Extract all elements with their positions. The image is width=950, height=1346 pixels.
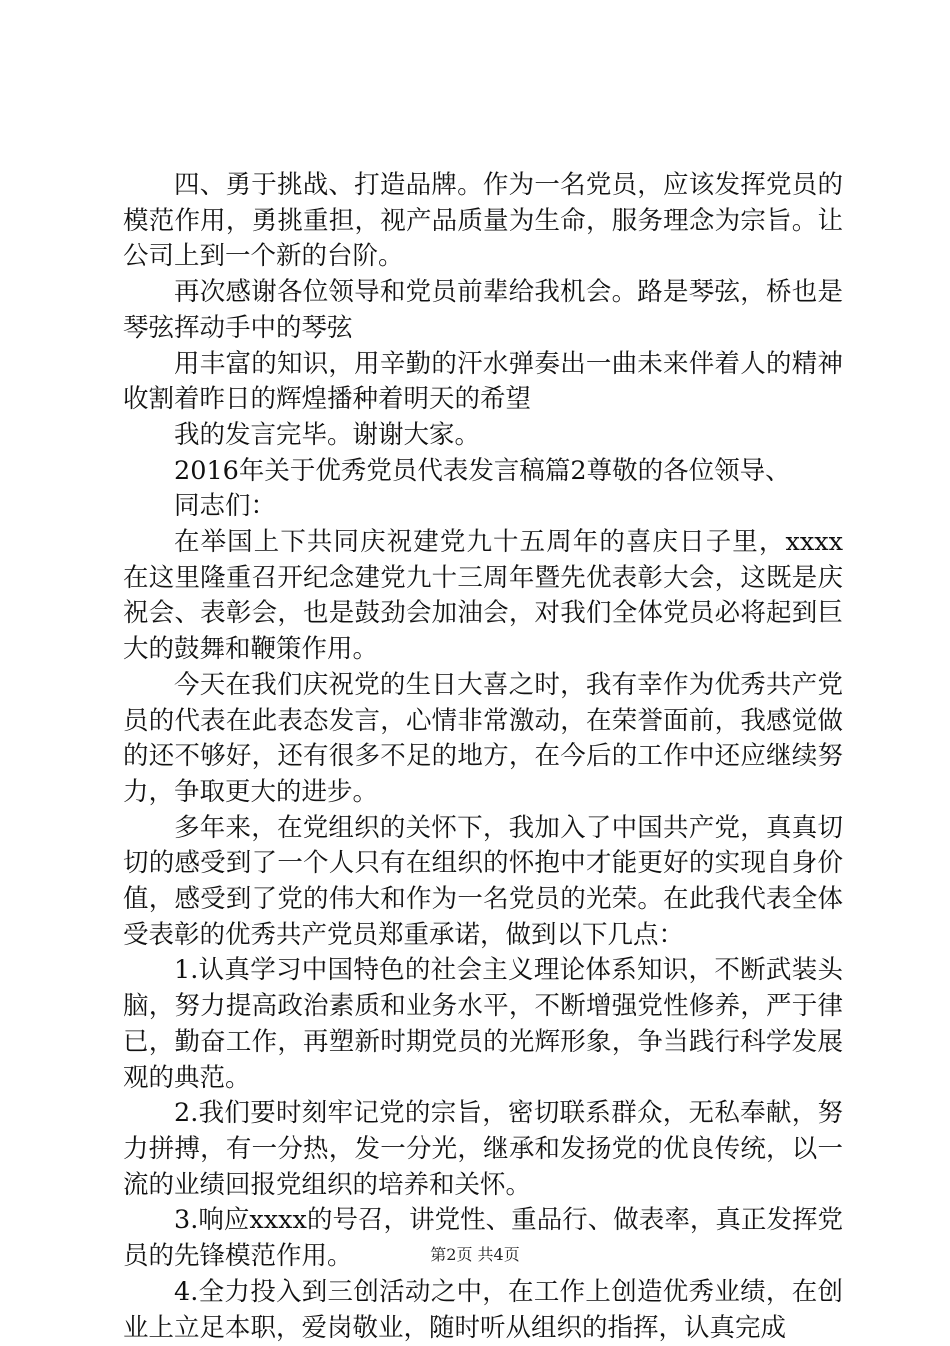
- paragraph: 4.全力投入到三创活动之中，在工作上创造优秀业绩，在创业上立足本职，爱岗敬业，随时听从组织的指挥，认真完成: [123, 1276, 843, 1343]
- paragraph: 同志们：: [174, 491, 277, 522]
- page-number-footer: 第2页 共4页: [430, 1245, 520, 1264]
- paragraph: 我的发言完毕。谢谢大家。: [174, 419, 481, 450]
- paragraph: 2016年关于优秀党员代表发言稿篇2尊敬的各位领导、: [174, 455, 791, 486]
- paragraph: 再次感谢各位领导和党员前辈给我机会。路是琴弦，桥也是琴弦挥动手中的琴弦: [123, 277, 843, 343]
- paragraph: 1.认真学习中国特色的社会主义理论体系知识，不断武装头脑，努力提高政治素质和业务水平，不断增强党性修养，严于律已，勤奋工作，再塑新时期党员的光辉形象，争当践行科学发展观的典范。: [123, 955, 843, 1093]
- paragraph: 在举国上下共同庆祝建党九十五周年的喜庆日子里，xxxx在这里隆重召开纪念建党九十三周年暨先优表彰大会，这既是庆祝会、表彰会，也是鼓劲会加油会，对我们全体党员必将起到巨大的鼓舞和鞭策作用。: [123, 527, 843, 665]
- paragraph: 3.响应xxxx的号召，讲党性、重品行、做表率，真正发挥党员的先锋模范作用。: [123, 1205, 843, 1272]
- paragraph: 四、勇于挑战、打造品牌。作为一名党员，应该发挥党员的模范作用，勇挑重担，视产品质量为生命，服务理念为宗旨。让公司上到一个新的台阶。: [123, 170, 843, 272]
- paragraph: 2.我们要时刻牢记党的宗旨，密切联系群众，无私奉献，努力拼搏，有一分热，发一分光，继承和发扬党的优良传统，以一流的业绩回报党组织的培养和关怀。: [123, 1098, 843, 1200]
- paragraph: 用丰富的知识，用辛勤的汗水弹奏出一曲未来伴着人的精神收割着昨日的辉煌播种着明天的希望: [123, 348, 843, 415]
- document-body: [123, 168, 843, 1346]
- paragraph: 今天在我们庆祝党的生日大喜之时，我有幸作为优秀共产党员的代表在此表态发言，心情非常激动，在荣誉面前，我感觉做的还不够好，还有很多不足的地方，在今后的工作中还应继续努力，争取更大的进步。: [123, 669, 843, 807]
- paragraph: 多年来，在党组织的关怀下，我加入了中国共产党，真真切切的感受到了一个人只有在组织的怀抱中才能更好的实现自身价值，感受到了党的伟大和作为一名党员的光荣。在此我代表全体受表彰的优秀共产党员郑重承诺，做到以下几点：: [123, 812, 843, 950]
